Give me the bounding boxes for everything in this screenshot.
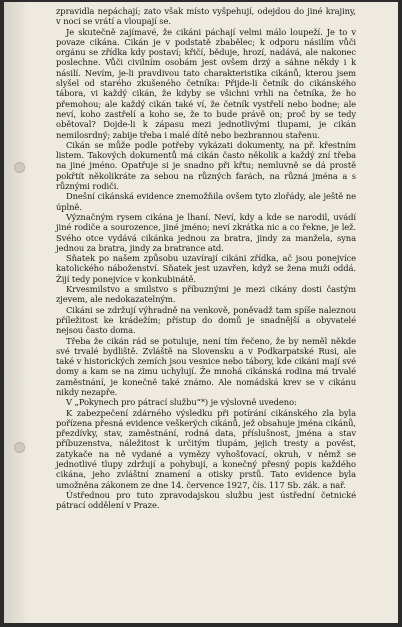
document-page bbox=[4, 2, 398, 623]
paragraph: V „Pokynech pro pátrací službu“*) je výslovně uvedeno: bbox=[66, 397, 297, 408]
document-body bbox=[56, 6, 356, 511]
paragraph: zpravidla nepáchají; zato však místo vyšpehují, odejdou do jiné krajiny, v noci se vrátí a vloupají se. bbox=[56, 6, 356, 27]
paragraph: Cikáni se zdržují výhradně na venkově, poněvadž tam spíše naleznou příležitost ke krádežím; přístup do domů je snadnější a obyvatelé nejsou často doma. bbox=[56, 304, 356, 336]
punch-hole bbox=[14, 162, 25, 173]
paragraph: Význačným rysem cikána je lhaní. Neví, kdy a kde se narodil, uvádí jiné rodiče a sourozence, jiné jméno; neví zkrátka nic a co řekne, je lež. Svého otce vydává cikánka jednou za bratra, jindy za manžela, syna jednou za bratra, jindy za bratrance atd. bbox=[56, 211, 356, 253]
paragraph: Sňatek po našem způsobu uzavírají cikáni zřídka, ač jsou ponejvíce katolického náboženství. Sňatek jest uzavřen, když se žena muži oddá. Žijí tedy ponejvíce v konkubinátě. bbox=[56, 253, 356, 284]
paragraph: Ústřednou pro tuto zpravodajskou službu jest ústřední četnické pátrací oddělení v Praze. bbox=[56, 489, 356, 511]
paragraph: Je skutečně zajímavé, že cikáni páchají velmi málo loupeží. Je to v povaze cikána. Cikán je v podstatě zbabělec; k odporu násilím vůči orgánu se zřídka kdy postaví; křičí, běduje, hrozí, nadává, ale nakonec poslechne. Vůči civilním osobám jest ovšem drzý a sáhne někdy i k násilí. Nevím, je-li pravdivou tato charakteristika cikánů, kterou jsem slyšel od starého zkušeného četníka: Přijde-li četník do cikánského tábora, vi každý cikán, že kdyby se všichni vrhli na četníka, že ho přemohou; ale každý cikán také ví, že četník vystřelí nebo bodne; ale neví, koho zastřelí a koho se, že to bude právě on; proč by se tedy obětoval? Dojde-li k zápasu mezi jednotlivými tlupami, je cikán nemilosrdný; zabije třeba i malé dítě nebo bezbrannou stařenu. bbox=[56, 26, 356, 140]
paragraph: Dnešní cikánská evidence znemožňila ovšem tyto zlořády, ale ještě ne úplně. bbox=[56, 191, 356, 212]
paragraph: Cikán se může podle potřeby vykázati dokumenty, na př. křestním listem. Takových dokumentů má cikán často několik a každý zní třeba na jiné jméno. Opatřuje si je snadno při křtu; nemluvně se dá prostě pokřtít několikráte za sebou na různých farách, na různá jména a s různými rodiči. bbox=[56, 139, 356, 192]
scan-shadow bbox=[4, 2, 30, 623]
paragraph: K zabezpečení zdárného výsledku při potírání cikánského zla byla pořízena přesná evidence veškerých cikánů, jež obsahuje jména cikánů, přezdívky, stav, zaměstnání, rodná data, příslušnost, jména a stav příbuzenstva, náležitost k určitým tlupám, jejich tresty a pověst, zatykače na ně vydané a vymězy vyhošťovací, okruh, v němž se jednotlivé tlupy zdržují a pohybují, a konečný přesný popis každého cikána, jeho zvláštní znamení a otisky prstů. Tato evidence byla umožněna zákonem ze dne 14. července 1927, čís. 117 Sb. zák. a nař. bbox=[56, 407, 356, 490]
punch-hole bbox=[14, 442, 25, 453]
paragraph: Třeba že cikán rád se potuluje, není tím řečeno, že by neměl někde své trvalé bydliště. Zvláště na Slovensku a v Podkarpatské Rusi, ale také v historických zemích jsou vesnice nebo tábory, kde cikáni mají své domy a kam se na zimu uchylují. Že mnohá cikánská rodina má trvalé zaměstnání, je konečně také známo. Ale nomádská krev se v cikánu nikdy nezapře. bbox=[56, 335, 356, 397]
paragraph: Krvesmilstvo a smilstvo s příbuznými je mezi cikány dosti častým zjevem, ale nedokazatelným. bbox=[56, 284, 356, 305]
